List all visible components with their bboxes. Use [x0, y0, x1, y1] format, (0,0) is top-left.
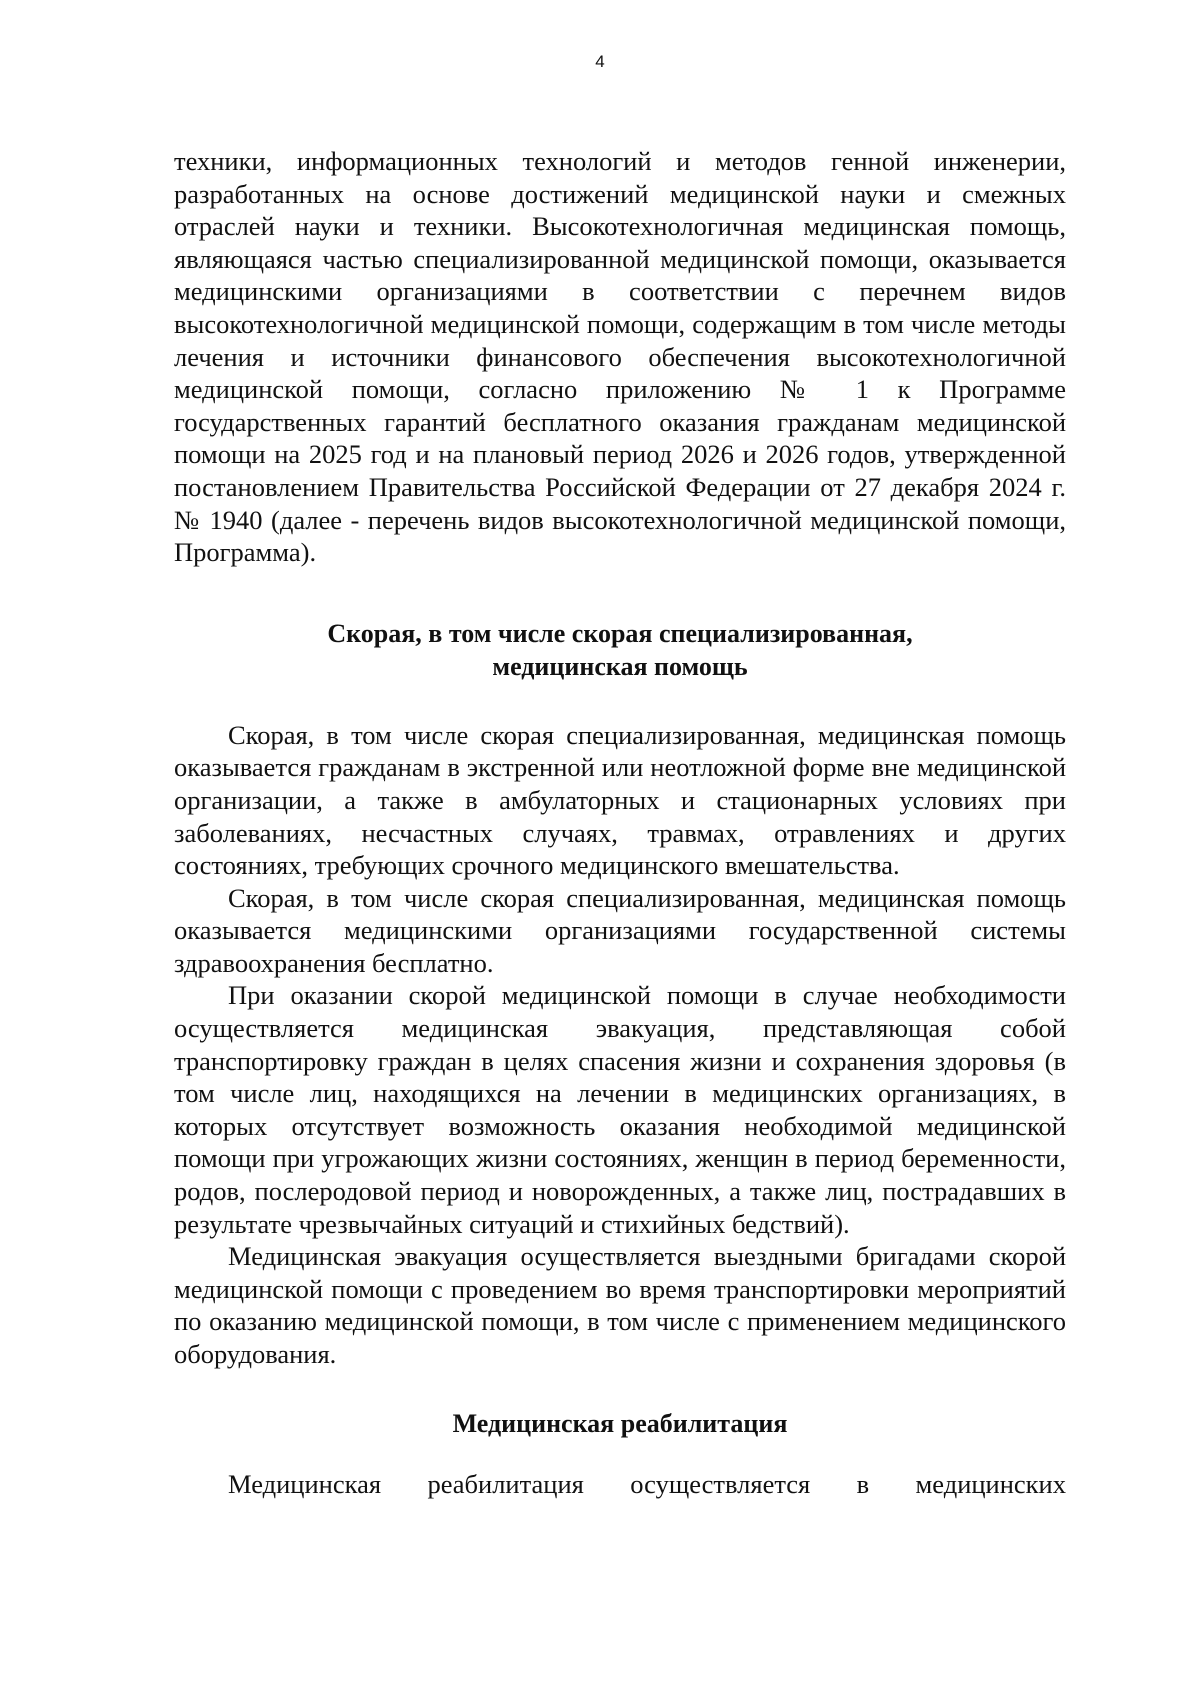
- paragraph-intro: техники, информационных технологий и методов генной инженерии, разработанных на основе достижений медицинской науки и смежных отраслей науки и техники. Высокотехнологичная медицинская помощь, являющаяся частью специализированной медицинской помощи, оказывается медицинскими организациями в соответствии с перечнем видов высокотехнологичной медицинской помощи, содержащим в том числе методы лечения и источники финансового обеспечения высокотехнологичной медицинской помощи, согласно приложению № 1 к Программе государственных гарантий бесплатного оказания гражданам медицинской помощи на 2025 год и на плановый период 2026 и 2026 годов, утвержденной постановлением Правительства Российской Федерации от 27 декабря 2024 г. № 1940 (далее - перечень видов высокотехнологичной медицинской помощи, Программа).: [174, 146, 1066, 568]
- heading-line: медицинская помощь: [492, 651, 748, 681]
- paragraph-emergency-1: Скорая, в том числе скорая специализированная, медицинская помощь оказывается гражданам в экстренной или неотложной форме вне медицинской организации, а также в амбулаторных и стационарных условиях при заболеваниях, несчастных случаях, травмах, отравлениях и других состояниях, требующих срочного медицинского вмешательства.: [174, 719, 1066, 881]
- page-content: [174, 145, 1066, 1500]
- heading-line: Скорая, в том числе скорая специализированная,: [327, 618, 913, 648]
- paragraph-emergency-3: При оказании скорой медицинской помощи в случае необходимости осуществляется медицинская эвакуация, представляющая собой транспортировку граждан в целях спасения жизни и сохранения здоровья (в том числе лиц, находящихся на лечении в медицинских организациях, в которых отсутствует возможность оказания необходимой медицинской помощи при угрожающих жизни состояниях, женщин в период беременности, родов, послеродовой период и новорожденных, а также лиц, пострадавших в результате чрезвычайных ситуаций и стихийных бедствий).: [174, 980, 1066, 1239]
- page-number: 4: [595, 52, 605, 71]
- paragraph-rehab-1: Медицинская реабилитация осуществляется в медицинских: [228, 1468, 1066, 1499]
- paragraph-emergency-2: Скорая, в том числе скорая специализированная, медицинская помощь оказывается медицинскими организациями государственной системы здравоохранения бесплатно.: [174, 882, 1066, 978]
- paragraph-emergency-4: Медицинская эвакуация осуществляется выездными бригадами скорой медицинской помощи с проведением во время транспортировки мероприятий по оказанию медицинской помощи, в том числе с применением медицинского оборудования.: [174, 1241, 1066, 1369]
- section-heading-emergency: [174, 617, 1066, 683]
- section-heading-rehab: Медицинская реабилитация: [452, 1408, 788, 1438]
